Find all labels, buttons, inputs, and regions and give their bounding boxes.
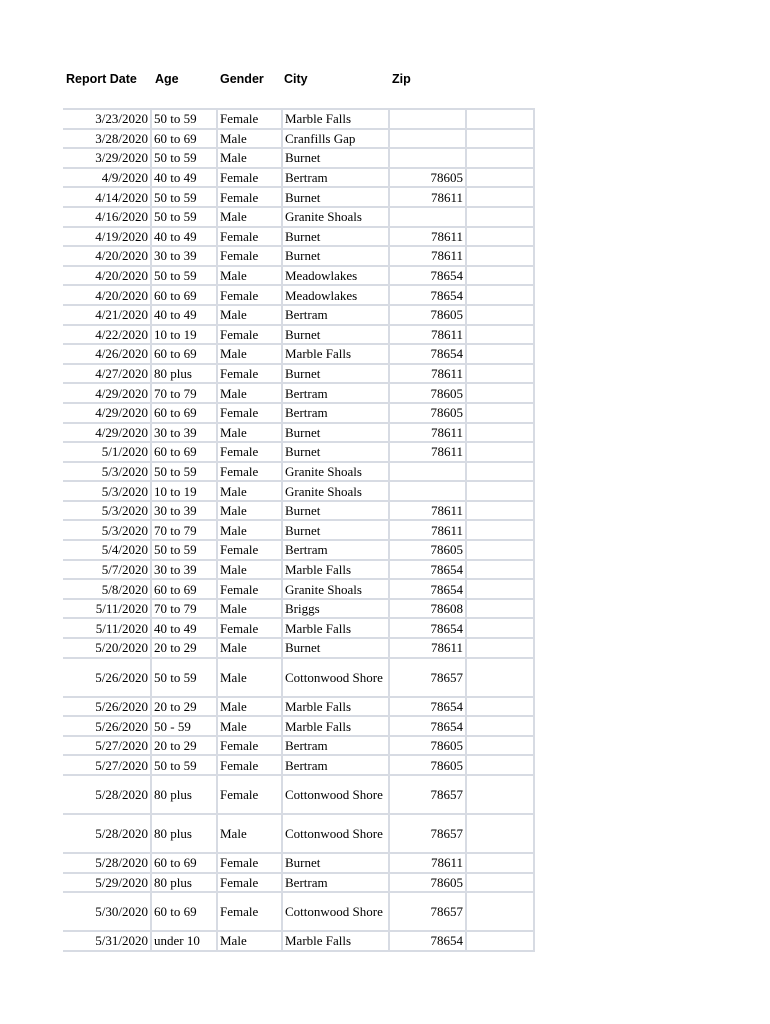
cell-city: Meadowlakes	[282, 285, 389, 305]
table-row	[63, 481, 534, 501]
cell-zip: 78657	[389, 892, 466, 931]
table-row	[63, 109, 534, 129]
cell-zip: 78611	[389, 325, 466, 345]
cell-zip	[389, 148, 466, 168]
cell-empty	[466, 599, 534, 619]
cell-age: 50 to 59	[151, 109, 217, 129]
cell-gender: Male	[217, 129, 282, 149]
cell-gender: Male	[217, 520, 282, 540]
cell-gender: Male	[217, 599, 282, 619]
cell-report-date: 4/22/2020	[63, 325, 151, 345]
cell-city: Bertram	[282, 383, 389, 403]
cell-report-date: 5/7/2020	[63, 560, 151, 580]
cell-gender: Female	[217, 579, 282, 599]
cell-zip: 78654	[389, 931, 466, 951]
cell-empty	[466, 853, 534, 873]
cell-age: 50 to 59	[151, 462, 217, 482]
cell-city: Granite Shoals	[282, 579, 389, 599]
cell-age: 80 plus	[151, 814, 217, 853]
table-row	[63, 658, 534, 697]
cell-report-date: 5/28/2020	[63, 853, 151, 873]
cell-report-date: 5/20/2020	[63, 638, 151, 658]
cell-zip: 78605	[389, 755, 466, 775]
table-row	[63, 325, 534, 345]
cell-zip: 78611	[389, 638, 466, 658]
cell-age: 30 to 39	[151, 246, 217, 266]
table-row	[63, 285, 534, 305]
cell-gender: Female	[217, 168, 282, 188]
cell-city: Bertram	[282, 540, 389, 560]
cell-report-date: 5/3/2020	[63, 462, 151, 482]
table-row	[63, 638, 534, 658]
cell-age: 70 to 79	[151, 383, 217, 403]
cell-zip: 78611	[389, 227, 466, 247]
table-row	[63, 423, 534, 443]
cell-report-date: 5/3/2020	[63, 520, 151, 540]
cell-empty	[466, 187, 534, 207]
cell-report-date: 4/14/2020	[63, 187, 151, 207]
cell-report-date: 5/26/2020	[63, 697, 151, 717]
cell-empty	[466, 364, 534, 384]
cell-gender: Female	[217, 618, 282, 638]
cell-age: 50 to 59	[151, 540, 217, 560]
cell-zip: 78654	[389, 579, 466, 599]
cell-gender: Male	[217, 716, 282, 736]
cell-zip: 78654	[389, 285, 466, 305]
table-row	[63, 364, 534, 384]
cell-gender: Male	[217, 560, 282, 580]
cell-report-date: 4/29/2020	[63, 383, 151, 403]
cell-city: Burnet	[282, 246, 389, 266]
cell-empty	[466, 168, 534, 188]
cell-age: 40 to 49	[151, 305, 217, 325]
table-row	[63, 931, 534, 951]
cell-city: Marble Falls	[282, 109, 389, 129]
cell-city: Marble Falls	[282, 931, 389, 951]
column-header-row	[0, 72, 770, 90]
cell-gender: Female	[217, 227, 282, 247]
cell-zip: 78654	[389, 716, 466, 736]
table-row	[63, 775, 534, 814]
cell-age: 80 plus	[151, 364, 217, 384]
cell-empty	[466, 305, 534, 325]
cell-gender: Male	[217, 148, 282, 168]
table-row	[63, 892, 534, 931]
cell-age: 60 to 69	[151, 442, 217, 462]
cell-city: Marble Falls	[282, 618, 389, 638]
cell-zip: 78611	[389, 501, 466, 521]
table-row	[63, 187, 534, 207]
cell-gender: Female	[217, 285, 282, 305]
cell-city: Burnet	[282, 187, 389, 207]
cell-gender: Female	[217, 736, 282, 756]
cell-city: Cottonwood Shore	[282, 775, 389, 814]
cell-gender: Male	[217, 814, 282, 853]
cell-empty	[466, 520, 534, 540]
cell-report-date: 3/29/2020	[63, 148, 151, 168]
table-row	[63, 207, 534, 227]
cell-report-date: 4/29/2020	[63, 403, 151, 423]
cell-gender: Male	[217, 658, 282, 697]
cell-age: 10 to 19	[151, 481, 217, 501]
cell-age: 60 to 69	[151, 403, 217, 423]
cell-zip: 78654	[389, 266, 466, 286]
cell-zip: 78611	[389, 520, 466, 540]
cell-city: Burnet	[282, 638, 389, 658]
table-row	[63, 697, 534, 717]
cell-report-date: 5/28/2020	[63, 775, 151, 814]
cell-empty	[466, 618, 534, 638]
table-body	[63, 109, 534, 951]
cell-city: Burnet	[282, 501, 389, 521]
cell-city: Burnet	[282, 423, 389, 443]
cell-zip: 78611	[389, 246, 466, 266]
cell-city: Granite Shoals	[282, 462, 389, 482]
table-row	[63, 853, 534, 873]
cell-zip	[389, 462, 466, 482]
cell-report-date: 4/26/2020	[63, 344, 151, 364]
cell-gender: Male	[217, 423, 282, 443]
cell-report-date: 5/26/2020	[63, 716, 151, 736]
table-row	[63, 540, 534, 560]
cell-city: Bertram	[282, 403, 389, 423]
cell-city: Granite Shoals	[282, 481, 389, 501]
cell-gender: Male	[217, 931, 282, 951]
cell-report-date: 4/20/2020	[63, 266, 151, 286]
cell-age: 30 to 39	[151, 560, 217, 580]
header-zip: Zip	[392, 72, 411, 86]
cell-zip: 78611	[389, 187, 466, 207]
cell-empty	[466, 716, 534, 736]
cell-city: Briggs	[282, 599, 389, 619]
cell-empty	[466, 775, 534, 814]
cell-city: Burnet	[282, 364, 389, 384]
cell-age: 50 to 59	[151, 207, 217, 227]
cell-gender: Female	[217, 853, 282, 873]
cell-empty	[466, 227, 534, 247]
cell-gender: Male	[217, 697, 282, 717]
cell-zip	[389, 481, 466, 501]
cell-empty	[466, 423, 534, 443]
cell-report-date: 4/16/2020	[63, 207, 151, 227]
cell-empty	[466, 285, 534, 305]
cell-report-date: 4/20/2020	[63, 246, 151, 266]
header-city: City	[284, 72, 308, 86]
cell-city: Burnet	[282, 853, 389, 873]
cell-empty	[466, 540, 534, 560]
cell-age: 40 to 49	[151, 168, 217, 188]
cell-empty	[466, 814, 534, 853]
cell-report-date: 5/30/2020	[63, 892, 151, 931]
cell-gender: Male	[217, 344, 282, 364]
cell-zip: 78605	[389, 403, 466, 423]
cell-gender: Female	[217, 246, 282, 266]
cell-age: 70 to 79	[151, 599, 217, 619]
cell-empty	[466, 129, 534, 149]
cell-zip: 78654	[389, 697, 466, 717]
cell-empty	[466, 892, 534, 931]
cell-empty	[466, 383, 534, 403]
cell-age: 50 to 59	[151, 266, 217, 286]
cell-gender: Female	[217, 755, 282, 775]
cell-city: Bertram	[282, 873, 389, 893]
table-row	[63, 579, 534, 599]
cell-report-date: 4/27/2020	[63, 364, 151, 384]
cell-gender: Female	[217, 442, 282, 462]
table-row	[63, 266, 534, 286]
cell-city: Burnet	[282, 520, 389, 540]
cell-city: Cottonwood Shore	[282, 814, 389, 853]
table-row	[63, 873, 534, 893]
cell-gender: Female	[217, 109, 282, 129]
cell-report-date: 5/29/2020	[63, 873, 151, 893]
cell-age: 60 to 69	[151, 129, 217, 149]
cell-report-date: 3/28/2020	[63, 129, 151, 149]
table-row	[63, 305, 534, 325]
cell-city: Burnet	[282, 227, 389, 247]
header-gender: Gender	[220, 72, 264, 86]
cell-age: 60 to 69	[151, 344, 217, 364]
table-row	[63, 383, 534, 403]
cell-age: under 10	[151, 931, 217, 951]
cell-zip: 78605	[389, 873, 466, 893]
cell-empty	[466, 207, 534, 227]
case-report-table	[63, 108, 535, 952]
cell-city: Bertram	[282, 305, 389, 325]
cell-age: 70 to 79	[151, 520, 217, 540]
table-row	[63, 814, 534, 853]
cell-age: 60 to 69	[151, 853, 217, 873]
table-row	[63, 168, 534, 188]
cell-report-date: 5/11/2020	[63, 618, 151, 638]
cell-age: 50 to 59	[151, 187, 217, 207]
cell-city: Cranfills Gap	[282, 129, 389, 149]
cell-empty	[466, 344, 534, 364]
cell-age: 60 to 69	[151, 579, 217, 599]
cell-empty	[466, 462, 534, 482]
table-row	[63, 442, 534, 462]
cell-zip	[389, 109, 466, 129]
cell-empty	[466, 579, 534, 599]
cell-empty	[466, 501, 534, 521]
cell-gender: Male	[217, 305, 282, 325]
cell-age: 10 to 19	[151, 325, 217, 345]
cell-gender: Male	[217, 207, 282, 227]
cell-gender: Male	[217, 383, 282, 403]
cell-zip: 78654	[389, 344, 466, 364]
cell-gender: Female	[217, 187, 282, 207]
cell-age: 50 to 59	[151, 658, 217, 697]
cell-age: 50 to 59	[151, 755, 217, 775]
cell-zip: 78605	[389, 736, 466, 756]
cell-zip: 78605	[389, 168, 466, 188]
table-row	[63, 344, 534, 364]
cell-city: Cottonwood Shore	[282, 658, 389, 697]
header-age: Age	[155, 72, 179, 86]
cell-gender: Female	[217, 403, 282, 423]
cell-age: 80 plus	[151, 775, 217, 814]
cell-report-date: 5/4/2020	[63, 540, 151, 560]
table-row	[63, 403, 534, 423]
cell-age: 40 to 49	[151, 227, 217, 247]
cell-empty	[466, 638, 534, 658]
table-row	[63, 462, 534, 482]
table-row	[63, 755, 534, 775]
cell-city: Burnet	[282, 325, 389, 345]
cell-city: Marble Falls	[282, 560, 389, 580]
cell-empty	[466, 755, 534, 775]
cell-age: 20 to 29	[151, 697, 217, 717]
cell-zip: 78605	[389, 540, 466, 560]
cell-age: 80 plus	[151, 873, 217, 893]
cell-age: 30 to 39	[151, 501, 217, 521]
cell-empty	[466, 697, 534, 717]
cell-report-date: 5/3/2020	[63, 481, 151, 501]
cell-empty	[466, 442, 534, 462]
cell-report-date: 5/1/2020	[63, 442, 151, 462]
cell-report-date: 4/21/2020	[63, 305, 151, 325]
table-row	[63, 520, 534, 540]
cell-empty	[466, 403, 534, 423]
cell-zip: 78654	[389, 560, 466, 580]
table-row	[63, 129, 534, 149]
cell-city: Bertram	[282, 168, 389, 188]
cell-empty	[466, 246, 534, 266]
cell-city: Marble Falls	[282, 344, 389, 364]
cell-empty	[466, 931, 534, 951]
cell-report-date: 5/27/2020	[63, 755, 151, 775]
cell-gender: Female	[217, 892, 282, 931]
table-row	[63, 599, 534, 619]
cell-report-date: 5/8/2020	[63, 579, 151, 599]
cell-zip: 78605	[389, 305, 466, 325]
cell-city: Burnet	[282, 148, 389, 168]
cell-zip: 78611	[389, 442, 466, 462]
cell-gender: Male	[217, 266, 282, 286]
table-row	[63, 736, 534, 756]
cell-zip: 78605	[389, 383, 466, 403]
cell-gender: Male	[217, 481, 282, 501]
cell-report-date: 5/26/2020	[63, 658, 151, 697]
cell-empty	[466, 109, 534, 129]
cell-empty	[466, 325, 534, 345]
cell-zip: 78657	[389, 775, 466, 814]
table-row	[63, 618, 534, 638]
header-report-date: Report Date	[66, 72, 137, 86]
cell-report-date: 5/27/2020	[63, 736, 151, 756]
cell-city: Burnet	[282, 442, 389, 462]
cell-empty	[466, 658, 534, 697]
cell-age: 40 to 49	[151, 618, 217, 638]
table-row	[63, 501, 534, 521]
table-row	[63, 246, 534, 266]
cell-report-date: 3/23/2020	[63, 109, 151, 129]
table-row	[63, 148, 534, 168]
cell-zip: 78654	[389, 618, 466, 638]
cell-city: Marble Falls	[282, 716, 389, 736]
cell-empty	[466, 481, 534, 501]
cell-city: Meadowlakes	[282, 266, 389, 286]
cell-empty	[466, 736, 534, 756]
cell-gender: Female	[217, 325, 282, 345]
cell-report-date: 4/19/2020	[63, 227, 151, 247]
cell-report-date: 5/28/2020	[63, 814, 151, 853]
cell-age: 50 - 59	[151, 716, 217, 736]
cell-age: 60 to 69	[151, 892, 217, 931]
cell-city: Bertram	[282, 755, 389, 775]
cell-age: 30 to 39	[151, 423, 217, 443]
cell-gender: Male	[217, 501, 282, 521]
cell-empty	[466, 873, 534, 893]
cell-report-date: 4/9/2020	[63, 168, 151, 188]
cell-gender: Female	[217, 462, 282, 482]
table-row	[63, 227, 534, 247]
cell-zip: 78611	[389, 364, 466, 384]
cell-zip: 78608	[389, 599, 466, 619]
cell-report-date: 4/20/2020	[63, 285, 151, 305]
cell-zip: 78611	[389, 423, 466, 443]
cell-gender: Female	[217, 540, 282, 560]
cell-age: 60 to 69	[151, 285, 217, 305]
cell-city: Bertram	[282, 736, 389, 756]
cell-age: 20 to 29	[151, 736, 217, 756]
cell-gender: Male	[217, 638, 282, 658]
cell-report-date: 4/29/2020	[63, 423, 151, 443]
cell-empty	[466, 148, 534, 168]
cell-zip: 78657	[389, 658, 466, 697]
cell-empty	[466, 560, 534, 580]
cell-zip	[389, 129, 466, 149]
cell-report-date: 5/3/2020	[63, 501, 151, 521]
cell-zip	[389, 207, 466, 227]
cell-gender: Female	[217, 775, 282, 814]
table-row	[63, 560, 534, 580]
table-row	[63, 716, 534, 736]
cell-zip: 78657	[389, 814, 466, 853]
cell-city: Granite Shoals	[282, 207, 389, 227]
cell-gender: Female	[217, 873, 282, 893]
cell-age: 50 to 59	[151, 148, 217, 168]
cell-city: Marble Falls	[282, 697, 389, 717]
cell-report-date: 5/11/2020	[63, 599, 151, 619]
cell-empty	[466, 266, 534, 286]
cell-zip: 78611	[389, 853, 466, 873]
cell-age: 20 to 29	[151, 638, 217, 658]
cell-report-date: 5/31/2020	[63, 931, 151, 951]
cell-gender: Female	[217, 364, 282, 384]
cell-city: Cottonwood Shore	[282, 892, 389, 931]
